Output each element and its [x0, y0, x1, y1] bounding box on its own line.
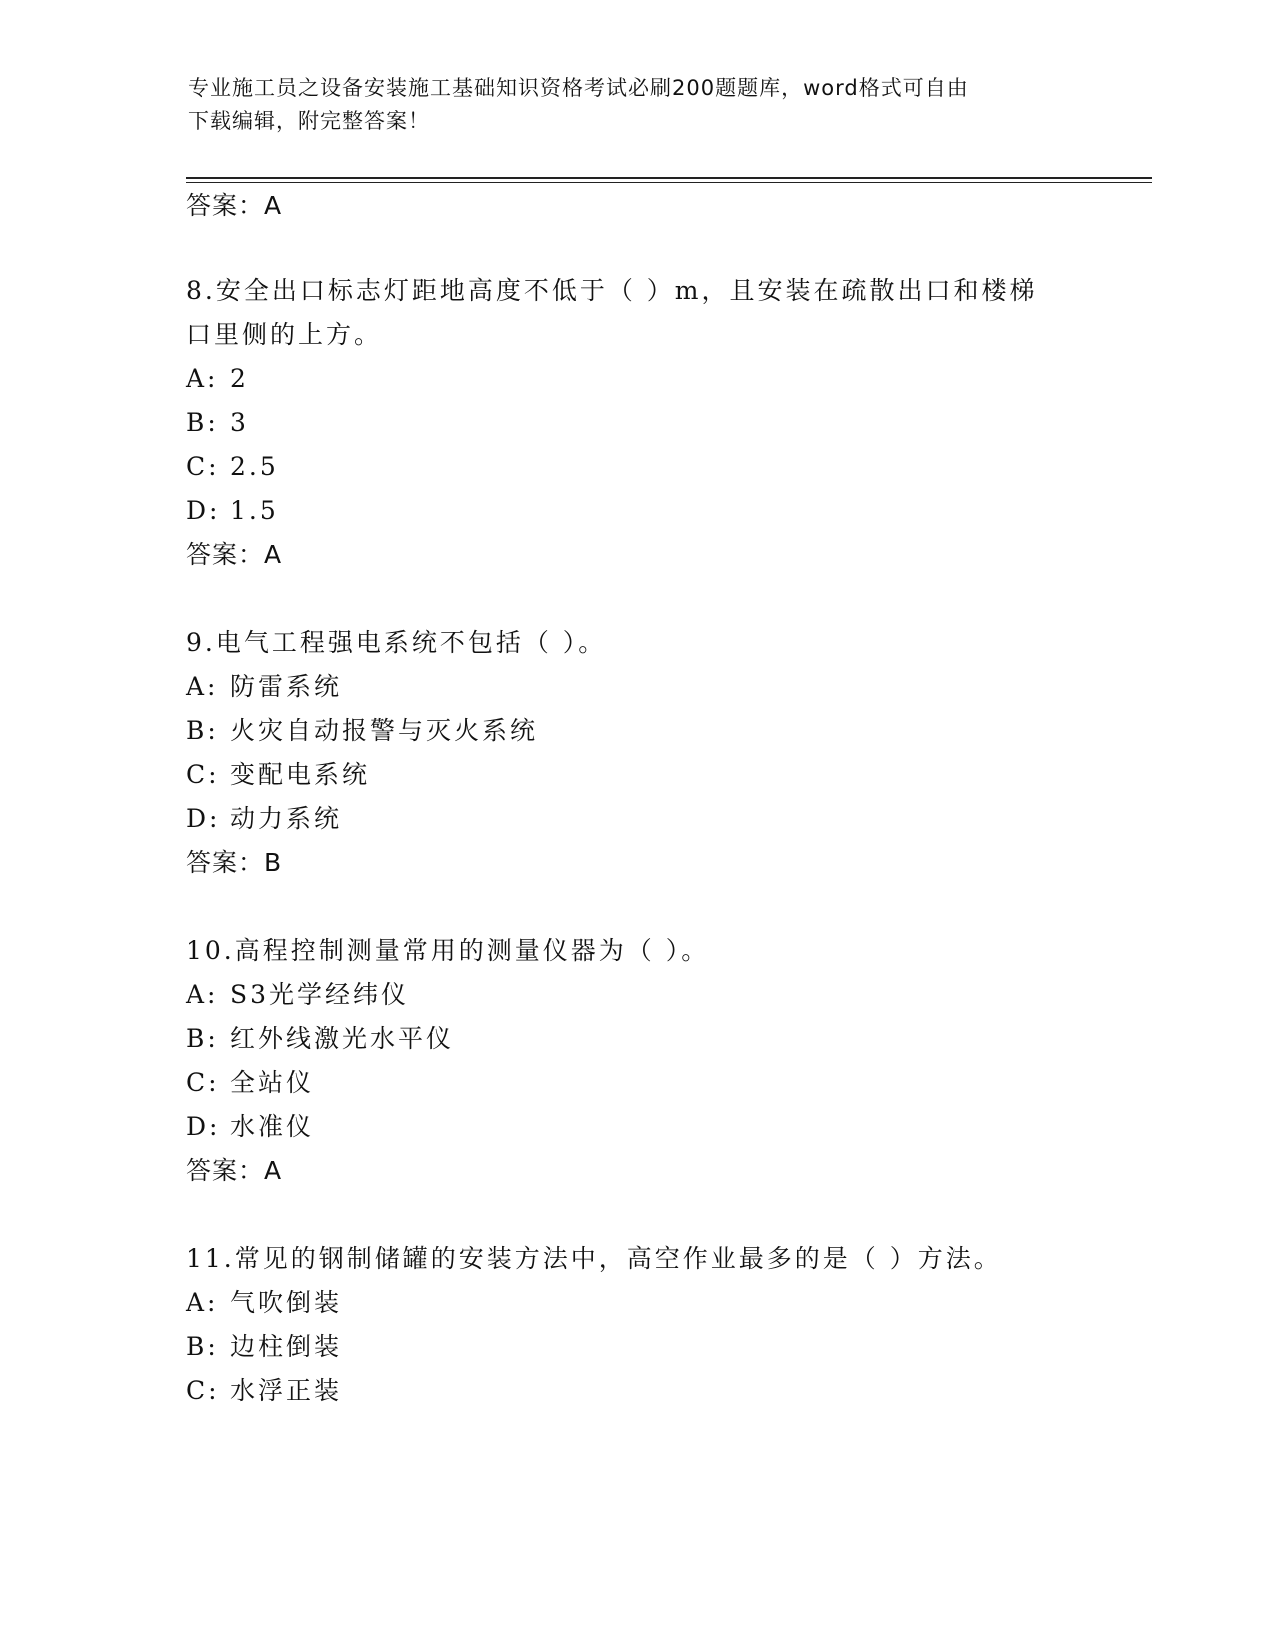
option-c: [186, 758, 370, 792]
header-line-1: 专业施工员之设备安装施工基础知识资格考试必刷200题题库，word格式可自由: [188, 76, 969, 100]
option-letter: C:: [186, 1068, 220, 1097]
option-text: 3: [230, 408, 249, 437]
question-stem: 11.常见的钢制储罐的安装方法中，高空作业最多的是（ ）方法。: [186, 1244, 1002, 1273]
option-letter: C:: [186, 760, 220, 789]
option-letter: A:: [186, 672, 219, 701]
option-c: [186, 1374, 342, 1408]
option-b: [186, 714, 538, 748]
option-d: [186, 1110, 314, 1144]
option-letter: A:: [186, 1288, 219, 1317]
option-b: [186, 1022, 454, 1056]
option-b: [186, 406, 249, 440]
option-text: 动力系统: [230, 804, 343, 833]
option-letter: A:: [186, 364, 219, 393]
option-c: [186, 1066, 314, 1100]
option-a: [186, 1286, 342, 1320]
option-text: 2.5: [230, 452, 279, 481]
option-text: 边柱倒装: [230, 1332, 343, 1361]
option-letter: C:: [186, 452, 220, 481]
question-stem-continued: 口里侧的上方。: [186, 320, 383, 349]
option-text: 1.5: [230, 496, 279, 525]
header-divider: [186, 177, 1152, 183]
answer: 答案：A: [186, 1156, 283, 1185]
option-text: 变配电系统: [230, 760, 371, 789]
option-text: 水浮正装: [230, 1376, 343, 1405]
option-d: [186, 494, 279, 528]
option-text: 防雷系统: [230, 672, 343, 701]
document-header: [188, 72, 1088, 138]
option-letter: B:: [186, 408, 219, 437]
option-text: S3光学经纬仪: [230, 980, 410, 1009]
answer: 答案：B: [186, 848, 283, 877]
option-a: [186, 670, 342, 704]
option-text: 红外线激光水平仪: [230, 1024, 455, 1053]
option-letter: B:: [186, 1332, 219, 1361]
option-letter: D:: [186, 804, 221, 833]
option-d: [186, 802, 342, 836]
answer: 答案：A: [186, 540, 283, 569]
option-text: 气吹倒装: [230, 1288, 343, 1317]
question-stem: 8.安全出口标志灯距地高度不低于（ ）m，且安装在疏散出口和楼梯: [186, 276, 1038, 305]
option-letter: B:: [186, 716, 219, 745]
option-letter: C:: [186, 1376, 220, 1405]
option-letter: D:: [186, 1112, 221, 1141]
previous-answer: 答案：A: [186, 191, 283, 220]
question-stem: 10.高程控制测量常用的测量仪器为（ ）。: [186, 936, 710, 965]
option-letter: A:: [186, 980, 219, 1009]
option-text: 火灾自动报警与灭火系统: [230, 716, 539, 745]
question-stem: 9.电气工程强电系统不包括（ ）。: [186, 628, 607, 657]
option-a: [186, 362, 249, 396]
option-letter: D:: [186, 496, 221, 525]
option-text: 全站仪: [230, 1068, 315, 1097]
option-b: [186, 1330, 342, 1364]
option-a: [186, 978, 409, 1012]
header-line-2: 下载编辑，附完整答案！: [188, 109, 430, 133]
option-c: [186, 450, 279, 484]
option-text: 水准仪: [230, 1112, 315, 1141]
option-text: 2: [230, 364, 249, 393]
option-letter: B:: [186, 1024, 219, 1053]
